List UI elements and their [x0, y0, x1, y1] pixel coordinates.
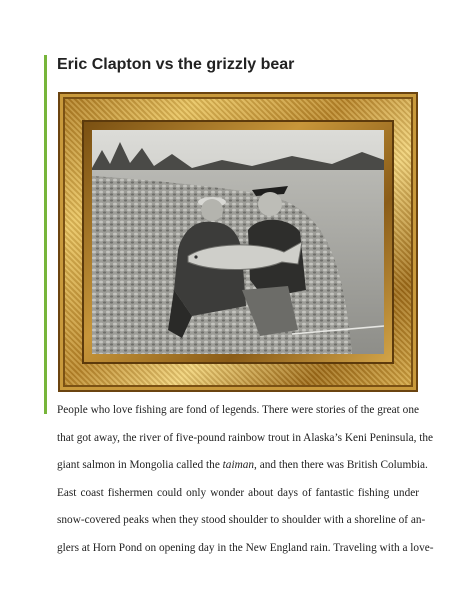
body-line-2	[57, 425, 434, 453]
body-line-5	[57, 507, 426, 535]
picture-frame	[58, 92, 418, 392]
body-text-segment: People who love fishing are fond of legends. There were stories of the great one	[57, 404, 419, 416]
body-text-segment: glers at Horn Pond on opening day in the New England rain. Traveling with a love-	[57, 541, 434, 554]
frame-inner-molding	[84, 122, 392, 362]
body-text-segment: East coast fishermen could only wonder about days of fantastic fishing under	[57, 486, 419, 499]
italic-term: taiman	[222, 459, 255, 472]
body-text-segment: that got away, the river of five-pound rainbow trout in Alaska’s Keni Peninsula, the	[57, 431, 434, 444]
photo-illustration	[92, 130, 384, 354]
body-text-segment: giant salmon in Mongolia called the	[57, 459, 223, 472]
body-line-6	[57, 535, 434, 563]
accent-bar	[44, 55, 47, 414]
article-photo	[92, 130, 384, 354]
body-line-4	[57, 480, 419, 508]
article-title: Eric Clapton vs the grizzly bear	[57, 56, 295, 73]
body-line-1	[57, 397, 419, 425]
body-text-segment: snow-covered peaks when they stood shoulder to shoulder with a shoreline of an-	[57, 514, 426, 527]
body-line-3	[57, 452, 428, 480]
body-text-segment: , and then there was British Columbia.	[254, 459, 428, 472]
article-body	[57, 397, 434, 563]
